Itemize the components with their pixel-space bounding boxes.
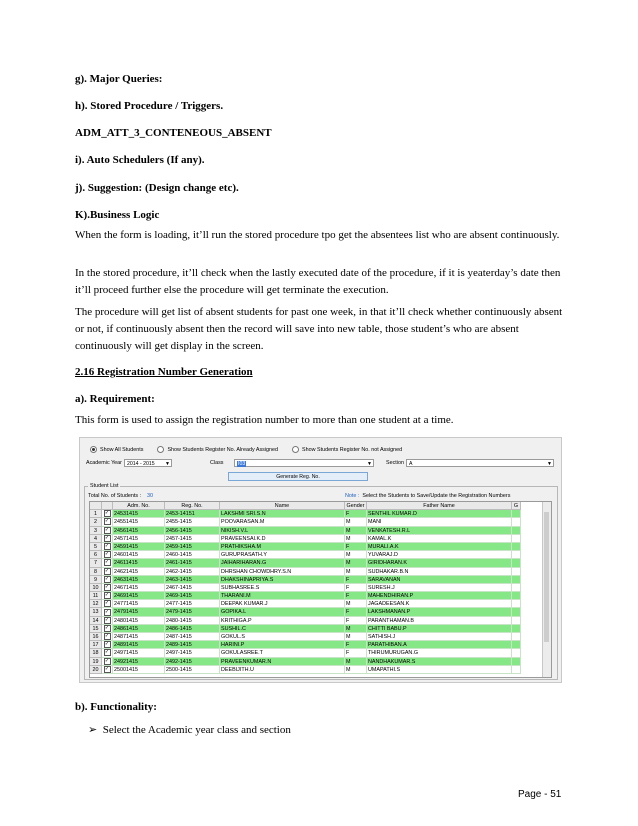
checkbox-checked-icon[interactable]: ✓ [104, 575, 110, 582]
cell-name: POOVARASAN.M [220, 518, 345, 526]
cell-adm-no: 24771415 [113, 600, 165, 608]
table-row[interactable] [90, 617, 551, 625]
cell-extra [512, 641, 521, 649]
section-value: A [409, 461, 413, 467]
row-checkbox[interactable] [102, 658, 113, 666]
cell-extra [512, 527, 521, 535]
cell-adm-no: 25001415 [113, 666, 165, 674]
table-row[interactable] [90, 658, 551, 666]
table-row[interactable] [90, 584, 551, 592]
cell-gender: M [345, 559, 367, 567]
cell-father-name: PARATHIBAN.A [367, 641, 512, 649]
checkbox-checked-icon[interactable]: ✓ [104, 641, 110, 648]
row-number: 15 [90, 625, 102, 633]
row-number: 12 [90, 600, 102, 608]
cell-adm-no: 24601415 [113, 551, 165, 559]
requirement-text: This form is used to assign the registration number to more than one student at a time. [75, 414, 454, 426]
cell-reg-no: 2469-1415 [165, 592, 220, 600]
cell-name: DHRSHAN CHOWDHRY.S.N [220, 568, 345, 576]
row-checkbox[interactable] [102, 543, 113, 551]
cell-adm-no: 24671415 [113, 584, 165, 592]
row-number: 1 [90, 510, 102, 518]
row-number: 5 [90, 543, 102, 551]
note-text: Select the Students to Save/Update the Registration Numbers [362, 493, 511, 499]
cell-reg-no: 2486-1415 [165, 625, 220, 633]
cell-father-name: MURALI.A.K [367, 543, 512, 551]
class-label: Class [210, 460, 224, 466]
row-number: 13 [90, 608, 102, 616]
row-number: 14 [90, 617, 102, 625]
cell-gender: F [345, 617, 367, 625]
cell-name: NIKISH.V.L [220, 527, 345, 535]
cell-father-name: SARAVANAN [367, 576, 512, 584]
row-checkbox[interactable] [102, 666, 113, 674]
checkbox-checked-icon[interactable]: ✓ [104, 510, 110, 517]
cell-extra [512, 658, 521, 666]
scrollbar-thumb[interactable] [544, 512, 549, 642]
table-row[interactable] [90, 518, 551, 526]
row-number: 16 [90, 633, 102, 641]
academic-year-label: Academic Year [86, 460, 122, 466]
grid-body [90, 510, 551, 674]
radio-label: Show All Students [100, 446, 144, 453]
student-grid [89, 501, 552, 678]
cell-gender: F [345, 584, 367, 592]
cell-adm-no: 24621415 [113, 568, 165, 576]
cell-name: THARANI.M [220, 592, 345, 600]
class-select[interactable] [234, 459, 374, 467]
cell-extra [512, 543, 521, 551]
column-header-rownum [90, 502, 102, 510]
cell-adm-no: 24571415 [113, 535, 165, 543]
student-list-group [84, 483, 558, 680]
cell-adm-no: 24891415 [113, 641, 165, 649]
heading-stored-procedure: h). Stored Procedure / Triggers. [75, 100, 224, 112]
row-number: 19 [90, 658, 102, 666]
cell-reg-no: 2463-1415 [165, 576, 220, 584]
bullet-item [88, 722, 291, 739]
section-label: Section [386, 460, 404, 466]
cell-reg-no: 2467-1415 [165, 584, 220, 592]
row-checkbox[interactable] [102, 625, 113, 633]
checkbox-checked-icon[interactable]: ✓ [104, 518, 110, 525]
checkbox-checked-icon[interactable]: ✓ [104, 624, 110, 631]
cell-extra [512, 584, 521, 592]
cell-father-name: YUVARAJ.D [367, 551, 512, 559]
cell-reg-no: 2457-1415 [165, 535, 220, 543]
cell-father-name: NANDHAKUMAR.S [367, 658, 512, 666]
cell-father-name: PARANTHAMAN.B [367, 617, 512, 625]
radio-icon [292, 446, 299, 453]
cell-father-name: VENKATESH.R.L [367, 527, 512, 535]
radio-selected-icon [90, 446, 97, 453]
cell-adm-no: 24691415 [113, 592, 165, 600]
cell-reg-no: 2480-1415 [165, 617, 220, 625]
row-checkbox[interactable] [102, 649, 113, 657]
row-checkbox[interactable] [102, 518, 113, 526]
chevron-down-icon: ▼ [547, 461, 552, 467]
table-row[interactable] [90, 527, 551, 535]
student-list-label: Student List [90, 483, 119, 489]
cell-name: GOKUL.S [220, 633, 345, 641]
checkbox-checked-icon[interactable]: ✓ [104, 600, 110, 607]
cell-name: PRAVEENKUMAR.N [220, 658, 345, 666]
cell-reg-no: 2453-14151 [165, 510, 220, 518]
cell-father-name: MAHENDHIRAN.P [367, 592, 512, 600]
cell-gender: M [345, 658, 367, 666]
row-number: 6 [90, 551, 102, 559]
heading-requirement: a). Requirement: [75, 393, 155, 405]
filter-row [86, 459, 556, 469]
cell-reg-no: 2477-1415 [165, 600, 220, 608]
generate-reg-no-button[interactable]: Generate Reg. No. [228, 472, 368, 481]
cell-extra [512, 608, 521, 616]
cell-extra [512, 559, 521, 567]
cell-father-name: GIRIDHARAN.K [367, 559, 512, 567]
cell-gender: F [345, 608, 367, 616]
cell-adm-no: 24561415 [113, 527, 165, 535]
cell-extra [512, 649, 521, 657]
cell-gender: F [345, 576, 367, 584]
column-header-reg-no[interactable]: Reg. No. [165, 502, 220, 510]
cell-name: HARINI.P [220, 641, 345, 649]
cell-gender: M [345, 600, 367, 608]
table-row[interactable] [90, 633, 551, 641]
cell-father-name: UMAPATHI.S [367, 666, 512, 674]
section-select[interactable] [406, 459, 554, 467]
cell-adm-no: 24971415 [113, 649, 165, 657]
arrow-bullet-icon: ➢ [88, 724, 98, 736]
cell-adm-no: 24531415 [113, 510, 165, 518]
cell-extra [512, 535, 521, 543]
row-checkbox[interactable] [102, 608, 113, 616]
radio-label: Show Students Register No. Already Assigned [167, 446, 279, 453]
table-row[interactable] [90, 600, 551, 608]
table-row[interactable] [90, 625, 551, 633]
academic-year-value: 2014 - 2015 [127, 461, 155, 467]
row-number: 8 [90, 568, 102, 576]
cell-gender: M [345, 518, 367, 526]
cell-name: DEEBIJITH.U [220, 666, 345, 674]
radio-show-not-assigned[interactable] [292, 446, 402, 453]
cell-reg-no: 2455-1415 [165, 518, 220, 526]
cell-reg-no: 2456-1415 [165, 527, 220, 535]
cell-adm-no: 24551415 [113, 518, 165, 526]
column-header-father-name[interactable]: Father Name [367, 502, 512, 510]
row-checkbox[interactable] [102, 633, 113, 641]
cell-reg-no: 2497-1415 [165, 649, 220, 657]
cell-father-name: CHITTI BABU.P [367, 625, 512, 633]
column-header-name[interactable]: Name [220, 502, 345, 510]
cell-gender: F [345, 641, 367, 649]
paragraph-2: In the stored procedure, it’ll check when the lastly executed date of the procedure, if it is yeaterday’s date then it’ll proceed further else the procedure will get terminate the execution. [75, 267, 561, 296]
procedure-name: ADM_ATT_3_CONTENEOUS_ABSENT [75, 127, 272, 139]
cell-reg-no: 2489-1415 [165, 641, 220, 649]
total-students [88, 493, 153, 499]
cell-gender: F [345, 649, 367, 657]
grid-scrollbar[interactable] [542, 502, 551, 677]
filter-radio-group [90, 446, 402, 453]
cell-name: GOKULASREE.T [220, 649, 345, 657]
cell-gender: M [345, 568, 367, 576]
row-checkbox[interactable] [102, 576, 113, 584]
heading-suggestion: j). Suggestion: (Design change etc). [75, 182, 239, 194]
column-header-select[interactable] [102, 502, 113, 510]
cell-extra [512, 510, 521, 518]
cell-gender: M [345, 666, 367, 674]
heading-business-logic: K).Business Logic [75, 209, 160, 221]
cell-extra [512, 617, 521, 625]
checkbox-checked-icon[interactable]: ✓ [104, 608, 110, 615]
column-header-extra[interactable]: G [512, 502, 521, 510]
row-number: 11 [90, 592, 102, 600]
row-checkbox[interactable] [102, 535, 113, 543]
checkbox-checked-icon[interactable]: ✓ [104, 649, 110, 656]
chevron-down-icon: ▼ [367, 461, 372, 467]
cell-adm-no: 24921415 [113, 658, 165, 666]
cell-name: LAKSHMI SRI.S.N [220, 510, 345, 518]
cell-extra [512, 518, 521, 526]
paragraph-1: When the form is loading, it’ll run the stored procedure tpo get the absentees list who are absent continuously. [75, 229, 560, 241]
cell-adm-no: 24871415 [113, 633, 165, 641]
cell-gender: M [345, 551, 367, 559]
table-row[interactable] [90, 641, 551, 649]
cell-father-name: SATHISH.J [367, 633, 512, 641]
cell-extra [512, 633, 521, 641]
table-row[interactable] [90, 649, 551, 657]
row-checkbox[interactable] [102, 568, 113, 576]
total-value: 30 [147, 493, 154, 499]
row-checkbox[interactable] [102, 641, 113, 649]
registration-form-screenshot [79, 437, 562, 683]
cell-extra [512, 625, 521, 633]
grid-header [90, 502, 551, 510]
row-checkbox[interactable] [102, 584, 113, 592]
cell-reg-no: 2500-1415 [165, 666, 220, 674]
row-number: 10 [90, 584, 102, 592]
row-checkbox[interactable] [102, 592, 113, 600]
cell-name: DEEPAK KUMAR.J [220, 600, 345, 608]
row-checkbox[interactable] [102, 527, 113, 535]
cell-gender: F [345, 543, 367, 551]
cell-father-name: JAGADEESAN.K [367, 600, 512, 608]
cell-name: SUSHIL.C [220, 625, 345, 633]
row-checkbox[interactable] [102, 510, 113, 518]
table-row[interactable] [90, 608, 551, 616]
row-number: 9 [90, 576, 102, 584]
cell-extra [512, 600, 521, 608]
radio-show-all[interactable] [90, 446, 143, 453]
checkbox-checked-icon[interactable]: ✓ [104, 559, 110, 566]
cell-father-name: MANI [367, 518, 512, 526]
cell-adm-no: 24591415 [113, 543, 165, 551]
row-checkbox[interactable] [102, 600, 113, 608]
cell-extra [512, 576, 521, 584]
cell-reg-no: 2462-1415 [165, 568, 220, 576]
radio-icon [157, 446, 164, 453]
radio-show-assigned[interactable] [157, 446, 278, 453]
row-number: 20 [90, 666, 102, 674]
cell-adm-no: 24611415 [113, 559, 165, 567]
cell-gender: M [345, 527, 367, 535]
checkbox-checked-icon[interactable]: ✓ [104, 551, 110, 558]
heading-functionality: b). Functionality: [75, 701, 157, 713]
cell-father-name: SURESH.J [367, 584, 512, 592]
row-number: 4 [90, 535, 102, 543]
class-value: I03 [238, 461, 246, 467]
chevron-down-icon: ▼ [165, 461, 170, 467]
paragraph-3: The procedure will get list of absent students for past one week, in that it’ll check whether continuously absent or not, if continuously absent then the record will save into new table, those student’s who are absent continuously will get display in the screen. [75, 306, 563, 352]
cell-gender: F [345, 510, 367, 518]
cell-reg-no: 2460-1415 [165, 551, 220, 559]
cell-extra [512, 568, 521, 576]
cell-extra [512, 592, 521, 600]
cell-name: PRATHIKSHA.M [220, 543, 345, 551]
row-checkbox[interactable] [102, 559, 113, 567]
table-row[interactable] [90, 666, 551, 674]
cell-father-name: SENTHIL KUMAR.D [367, 510, 512, 518]
checkbox-checked-icon[interactable]: ✓ [104, 534, 110, 541]
checkbox-checked-icon[interactable]: ✓ [104, 526, 110, 533]
cell-name: SUBHASREE.S [220, 584, 345, 592]
cell-adm-no: 24861415 [113, 625, 165, 633]
column-header-adm-no[interactable]: Adm. No. [113, 502, 165, 510]
checkbox-checked-icon[interactable]: ✓ [104, 633, 110, 640]
cell-father-name: THIRUMURUGAN.G [367, 649, 512, 657]
table-row[interactable] [90, 510, 551, 518]
table-row[interactable] [90, 535, 551, 543]
checkbox-checked-icon[interactable]: ✓ [104, 665, 110, 672]
checkbox-checked-icon[interactable]: ✓ [104, 592, 110, 599]
cell-reg-no: 2479-1415 [165, 608, 220, 616]
row-number: 17 [90, 641, 102, 649]
cell-gender: M [345, 535, 367, 543]
checkbox-checked-icon[interactable]: ✓ [104, 567, 110, 574]
cell-adm-no: 24631415 [113, 576, 165, 584]
cell-reg-no: 2459-1415 [165, 543, 220, 551]
checkbox-checked-icon[interactable]: ✓ [104, 543, 110, 550]
cell-extra [512, 666, 521, 674]
cell-father-name: LAKSHMANAN.P [367, 608, 512, 616]
page-number: Page - 51 [518, 789, 562, 800]
cell-father-name: SUDHAKAR.B.N [367, 568, 512, 576]
heading-major-queries: g). Major Queries: [75, 73, 163, 85]
table-row[interactable] [90, 576, 551, 584]
section-title: 2.16 Registration Number Generation [75, 366, 253, 378]
row-checkbox[interactable] [102, 551, 113, 559]
cell-reg-no: 2487-1415 [165, 633, 220, 641]
note-label: Note : [345, 493, 360, 499]
cell-adm-no: 24791415 [113, 608, 165, 616]
total-label: Total No. of Students : [88, 493, 142, 499]
cell-name: GOPIKA.L [220, 608, 345, 616]
cell-adm-no: 24801415 [113, 617, 165, 625]
checkbox-checked-icon[interactable]: ✓ [104, 657, 110, 664]
table-row[interactable] [90, 551, 551, 559]
cell-name: JAIHARIHARAN.G [220, 559, 345, 567]
table-row[interactable] [90, 559, 551, 567]
checkbox-checked-icon[interactable]: ✓ [104, 583, 110, 590]
note [345, 493, 510, 499]
row-checkbox[interactable] [102, 617, 113, 625]
cell-name: KRITHIGA.P [220, 617, 345, 625]
cell-reg-no: 2492-1415 [165, 658, 220, 666]
cell-name: PRAVEENSAI.K.D [220, 535, 345, 543]
table-row[interactable] [90, 592, 551, 600]
table-row[interactable] [90, 543, 551, 551]
cell-gender: M [345, 633, 367, 641]
cell-reg-no: 2461-1415 [165, 559, 220, 567]
row-number: 2 [90, 518, 102, 526]
cell-father-name: KAMAL.K [367, 535, 512, 543]
column-header-gender[interactable]: Gender [345, 502, 367, 510]
cell-name: GURUPRASATH.Y [220, 551, 345, 559]
row-number: 3 [90, 527, 102, 535]
checkbox-checked-icon[interactable]: ✓ [104, 616, 110, 623]
heading-auto-schedulers: i). Auto Schedulers (If any). [75, 154, 205, 166]
row-number: 18 [90, 649, 102, 657]
row-number: 7 [90, 559, 102, 567]
cell-gender: F [345, 592, 367, 600]
academic-year-select[interactable] [124, 459, 172, 467]
table-row[interactable] [90, 568, 551, 576]
cell-extra [512, 551, 521, 559]
cell-name: DHAKSHINAPRIYA.S [220, 576, 345, 584]
bullet-text: Select the Academic year class and section [102, 724, 291, 736]
cell-gender: M [345, 625, 367, 633]
radio-label: Show Students Register No. not Assigned [302, 446, 403, 453]
